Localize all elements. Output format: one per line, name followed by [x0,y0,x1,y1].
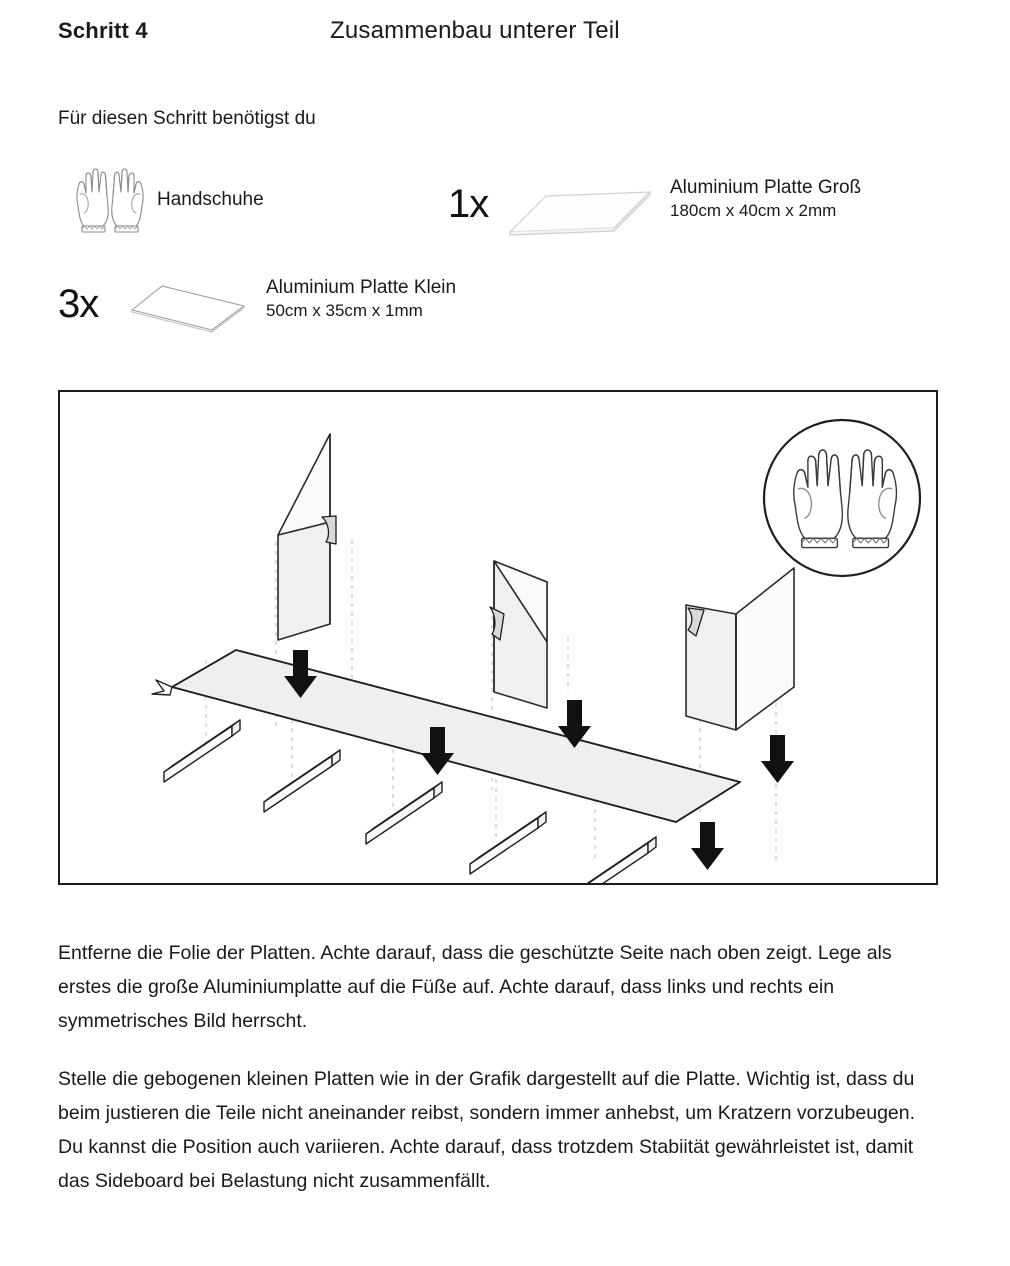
assembly-illustration [58,390,938,885]
material-text-aluminium-plate-small [266,276,456,323]
gloves-icon [68,160,152,242]
aluminium-plate-small-icon [128,282,248,334]
foot-bar [470,812,546,874]
material-quantity: 3x [58,282,99,326]
foot-bar [264,750,340,812]
large-aluminium-plate [152,650,740,822]
requirements-intro: Für diesen Schritt benötigst du [58,108,316,129]
material-item-aluminium-plate-small [58,276,528,342]
down-arrow [691,822,724,870]
material-item-gloves [60,160,390,250]
foot-bar [580,837,656,883]
material-dimensions: 180cm x 40cm x 2mm [670,200,837,220]
film-peel-tab-large-plate [152,680,172,695]
aluminium-plate-large-icon [506,190,654,238]
page-title: Zusammenbau unterer Teil [330,17,620,44]
material-text-aluminium-plate-large [670,176,861,223]
material-item-aluminium-plate-large [448,176,918,246]
folded-plate-middle [490,561,547,708]
material-name: Aluminium Platte Klein [266,277,457,298]
foot-bar [366,782,442,844]
material-quantity: 1x [448,182,489,226]
step-label: Schritt 4 [58,18,148,43]
page-header [0,18,1010,54]
instruction-paragraph-1: Entferne die Folie der Platten. Achte darauf, dass die geschützte Seite nach oben zeigt. Lege als erstes die große Aluminiumplatte auf die Füße auf. Achte darauf, dass links und rechts ein symmetrisches Bild herrscht. [58,942,892,1032]
material-name: Handschuhe [157,189,264,210]
material-dimensions: 50cm x 35cm x 1mm [266,300,423,320]
instruction-paragraph-2: Stelle die gebogenen kleinen Platten wie in der Grafik dargestellt auf die Platte. Wichtig ist, dass du beim justieren die Teile nicht aneinander reibst, sondern immer anhebst, um Kratzern vorzubeugen. Du kannst die Position auch variieren. Achte darauf, dass trotzdem Stabiität gewährleistet ist, damit das Sideboard bei Belastung nicht zusammenfällt. [58,1068,916,1192]
gloves-safety-badge-icon [764,420,920,576]
material-name: Aluminium Platte Groß [670,177,862,198]
folded-plate-left [278,434,336,640]
folded-plate-right [686,568,794,730]
foot-bar [164,720,240,782]
down-arrow [761,735,794,783]
material-text-gloves [157,188,264,212]
